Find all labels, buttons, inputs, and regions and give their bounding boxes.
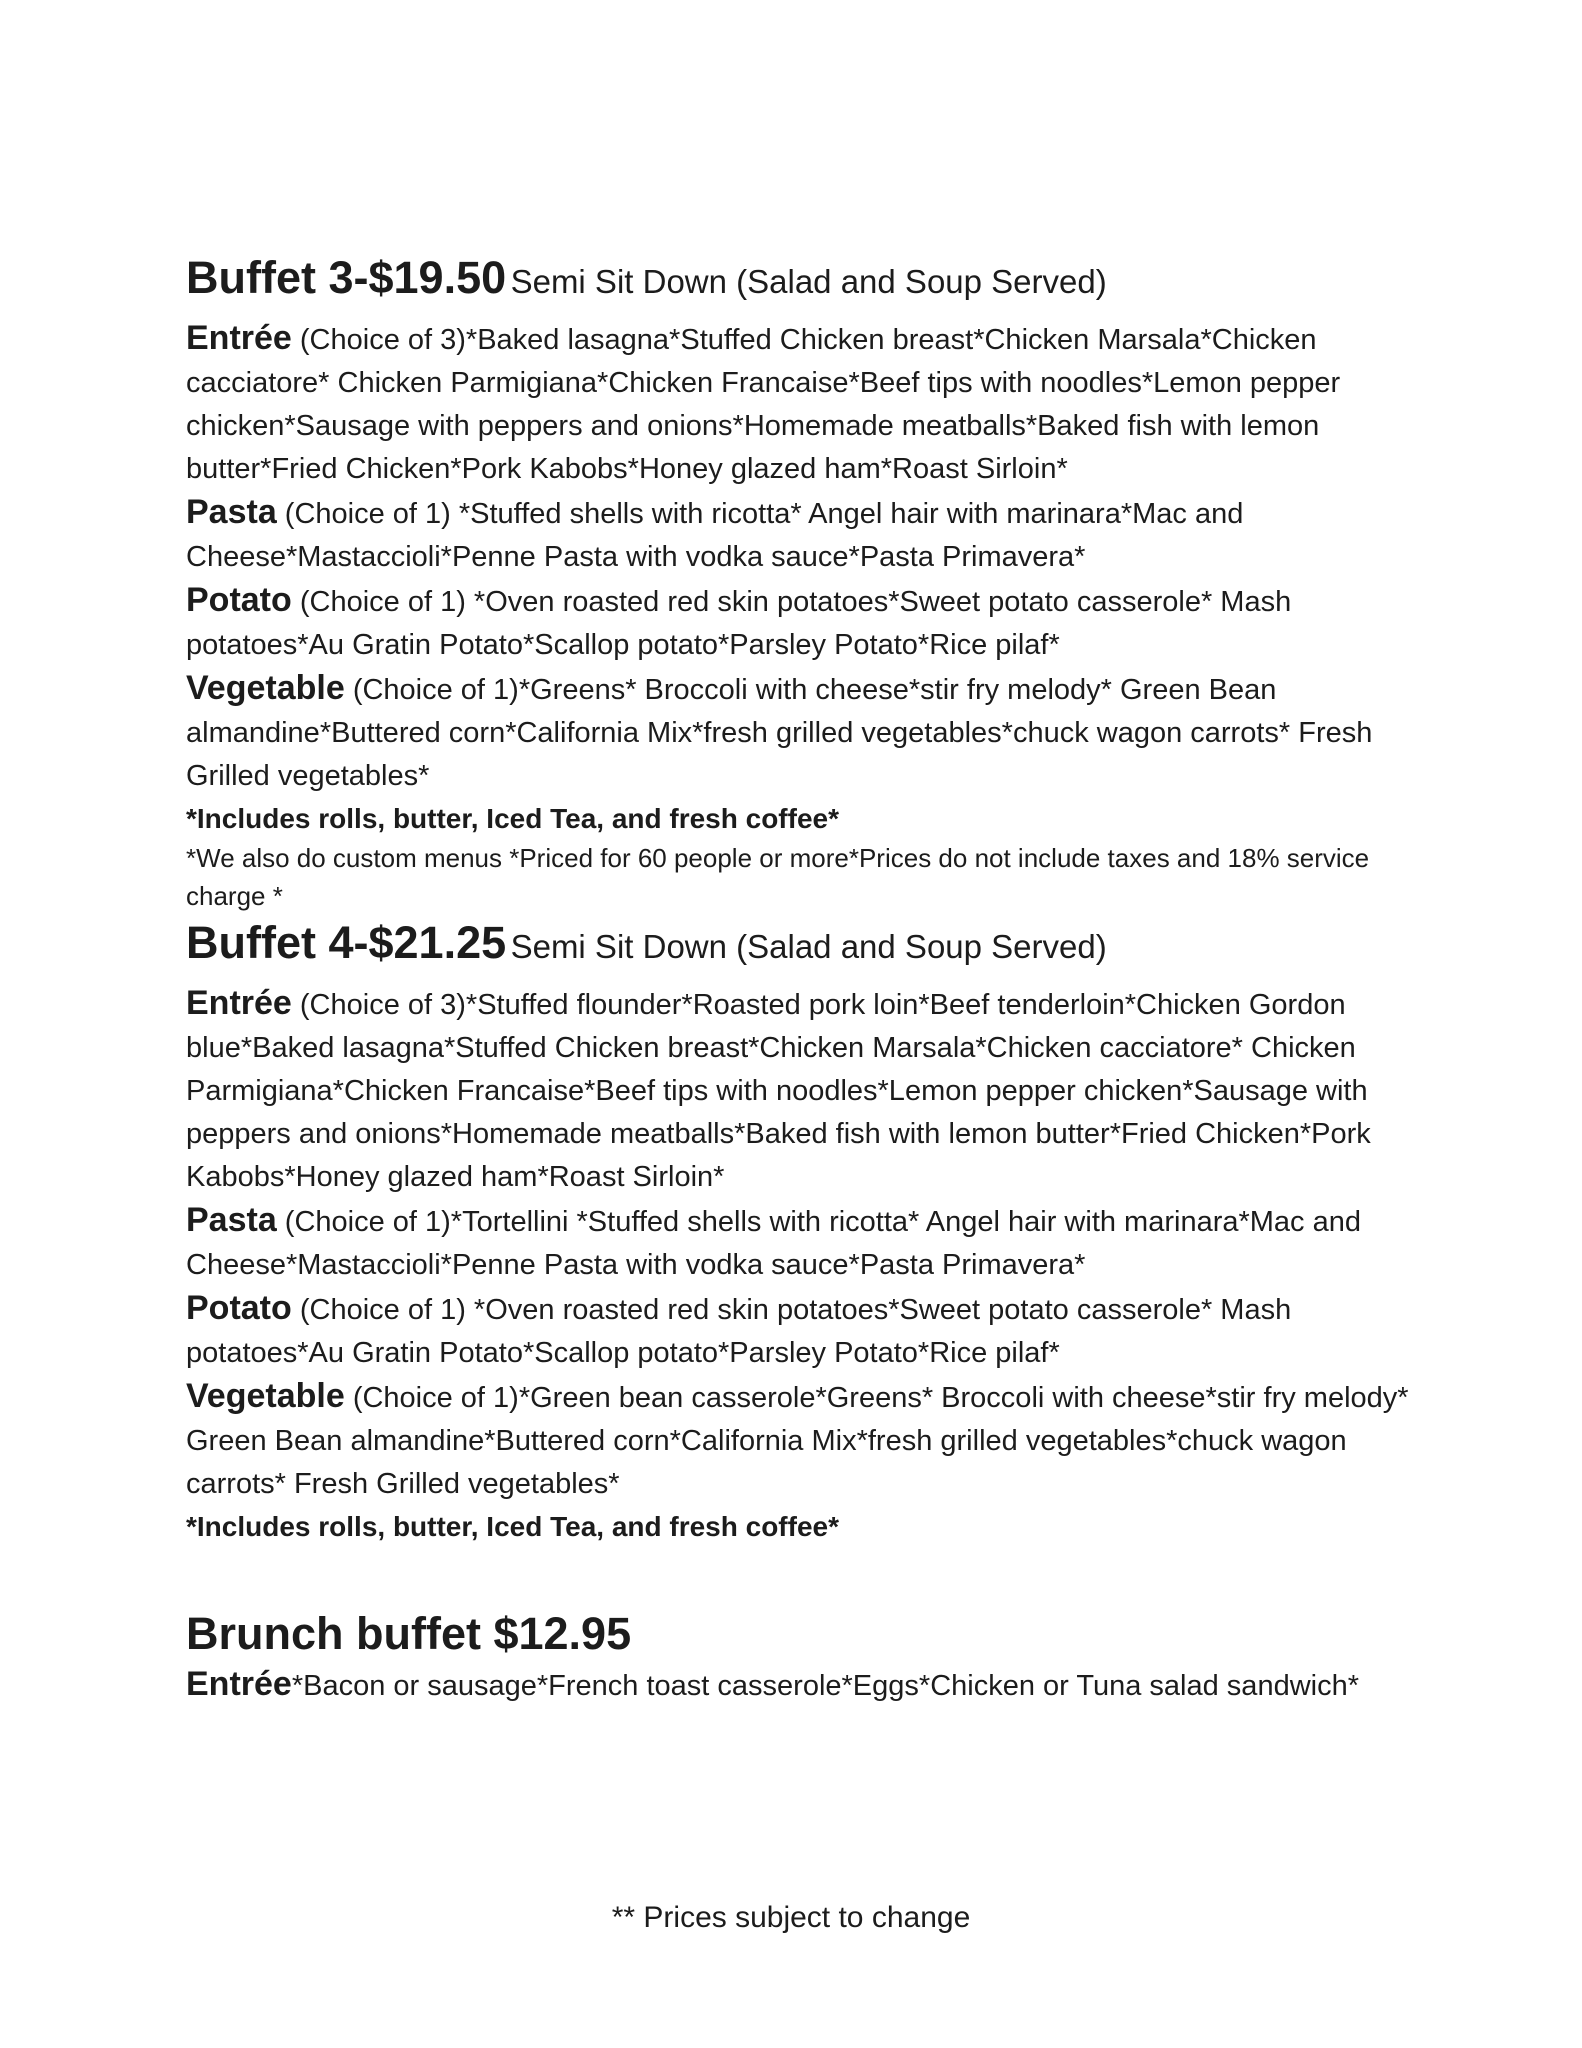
buffet-3-title: Buffet 3-$19.50 bbox=[186, 252, 507, 303]
category-items: (Choice of 3)*Baked lasagna*Stuffed Chicken breast*Chicken Marsala*Chicken cacciatore* Chicken Parmigiana*Chicken Francaise*Beef tips with noodles*Lemon pepper chicken*Sausage with peppers and onions*Homemade meatballs*Baked fish with lemon butter*Fried Chicken*Pork Kabobs*Honey glazed ham*Roast Sirloin* bbox=[186, 324, 1341, 485]
category-label: Entrée bbox=[186, 319, 292, 357]
category-items: (Choice of 1)*Green bean casserole*Greens* Broccoli with cheese*stir fry melody* Green Bean almandine*Buttered corn*California Mix*fresh grilled vegetables*chuck wagon carrots* Fresh Grilled vegetables* bbox=[186, 1382, 1409, 1500]
category-items: *Bacon or sausage*French toast casserole*Eggs*Chicken or Tuna salad sandwich* bbox=[291, 1670, 1359, 1702]
buffet-3-includes: *Includes rolls, butter, Iced Tea, and fresh coffee* bbox=[186, 803, 839, 834]
category-label: Vegetable bbox=[186, 1377, 345, 1415]
buffet-3-heading bbox=[186, 250, 1436, 317]
buffet-3-note: *We also do custom menus *Priced for 60 people or more*Prices do not include taxes and 18% service charge * bbox=[186, 843, 1370, 911]
buffet-3-potato bbox=[186, 579, 1436, 667]
category-items: (Choice of 1)*Greens* Broccoli with cheese*stir fry melody* Green Bean almandine*Buttered corn*California Mix*fresh grilled vegetables*chuck wagon carrots* Fresh Grilled vegetables* bbox=[186, 674, 1373, 792]
brunch-title: Brunch buffet $12.95 bbox=[186, 1608, 632, 1659]
buffet-3-subtitle: Semi Sit Down (Salad and Soup Served) bbox=[510, 263, 1107, 300]
category-items: (Choice of 1) *Oven roasted red skin potatoes*Sweet potato casserole* Mash potatoes*Au Gratin Potato*Scallop potato*Parsley Potato*Rice pilaf* bbox=[186, 586, 1292, 661]
buffet-4-pasta bbox=[186, 1199, 1436, 1287]
category-label: Entrée bbox=[186, 1665, 292, 1703]
buffet-4-section bbox=[186, 915, 1436, 1547]
menu-page bbox=[186, 250, 1436, 1708]
buffet-4-vegetable bbox=[186, 1375, 1436, 1506]
category-label: Pasta bbox=[186, 1201, 277, 1239]
section-spacer bbox=[186, 1547, 1436, 1605]
buffet-3-pasta bbox=[186, 491, 1436, 579]
category-items: (Choice of 1)*Tortellini *Stuffed shells with ricotta* Angel hair with marinara*Mac and Cheese*Mastaccioli*Penne Pasta with vodka sauce*Pasta Primavera* bbox=[186, 1206, 1361, 1281]
category-label: Potato bbox=[186, 581, 292, 619]
buffet-3-entree bbox=[186, 317, 1436, 491]
category-items: (Choice of 1) *Oven roasted red skin potatoes*Sweet potato casserole* Mash potatoes*Au Gratin Potato*Scallop potato*Parsley Potato*Rice pilaf* bbox=[186, 1294, 1292, 1369]
category-label: Vegetable bbox=[186, 669, 345, 707]
buffet-4-entree bbox=[186, 982, 1436, 1199]
buffet-4-subtitle: Semi Sit Down (Salad and Soup Served) bbox=[510, 928, 1107, 965]
category-items: (Choice of 3)*Stuffed flounder*Roasted pork loin*Beef tenderloin*Chicken Gordon blue*Baked lasagna*Stuffed Chicken breast*Chicken Marsala*Chicken cacciatore* Chicken Parmigiana*Chicken Francaise*Beef tips with noodles*Lemon pepper chicken*Sausage with peppers and onions*Homemade meatballs*Baked fish with lemon butter*Fried Chicken*Pork Kabobs*Honey glazed ham*Roast Sirloin* bbox=[186, 989, 1371, 1193]
category-label: Entrée bbox=[186, 984, 292, 1022]
category-items: (Choice of 1) *Stuffed shells with ricotta* Angel hair with marinara*Mac and Cheese*Mastaccioli*Penne Pasta with vodka sauce*Pasta Primavera* bbox=[186, 498, 1244, 573]
buffet-3-vegetable bbox=[186, 667, 1436, 798]
buffet-4-title: Buffet 4-$21.25 bbox=[186, 917, 507, 968]
buffet-4-includes: *Includes rolls, butter, Iced Tea, and fresh coffee* bbox=[186, 1511, 839, 1542]
category-label: Pasta bbox=[186, 493, 277, 531]
buffet-3-section bbox=[186, 250, 1436, 915]
buffet-4-heading bbox=[186, 915, 1436, 982]
prices-footer-note: ** Prices subject to change bbox=[611, 1901, 971, 1934]
brunch-section bbox=[186, 1605, 1436, 1708]
category-label: Potato bbox=[186, 1289, 292, 1327]
brunch-entree bbox=[186, 1663, 1436, 1708]
buffet-4-potato bbox=[186, 1287, 1436, 1375]
